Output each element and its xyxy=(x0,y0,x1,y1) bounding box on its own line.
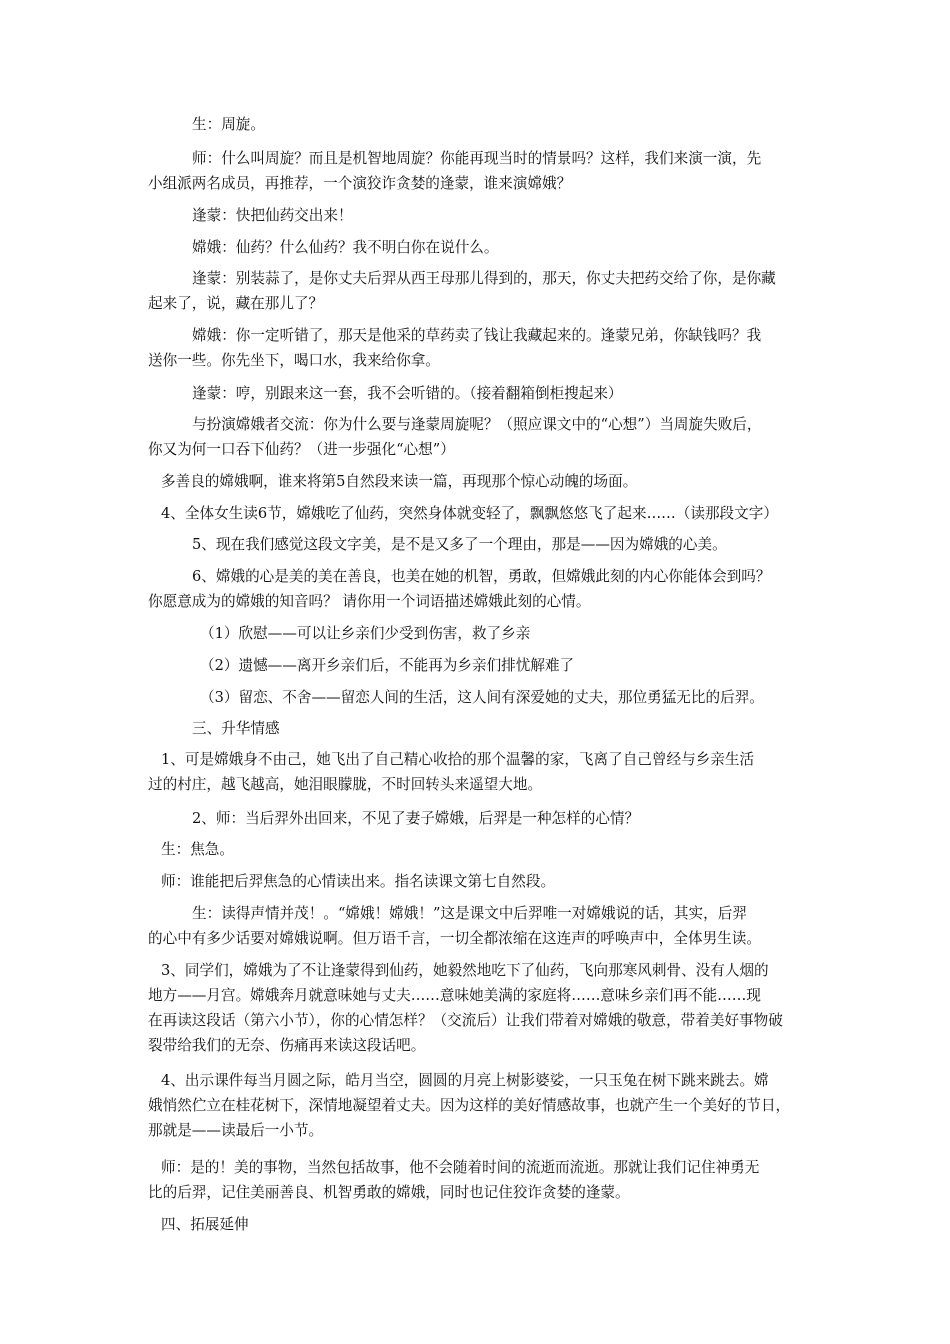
text-line: 师：是的！美的事物，当然包括故事，他不会随着时间的流逝而流逝。那就让我们记住神勇无 xyxy=(161,1159,760,1176)
paragraph xyxy=(148,412,832,462)
text-line: 送你一些。你先坐下，喝口水，我来给你拿。 xyxy=(148,352,440,369)
text-line: 比的后羿，记住美丽善良、机智勇敢的嫦娥，同时也记住狡诈贪婪的逢蒙。 xyxy=(148,1184,630,1201)
text-line: 4、全体女生读6节，嫦娥吃了仙药，突然身体就变轻了，飘飘悠悠飞了起来……（读那段文字） xyxy=(161,505,778,522)
text-line: 起来了，说，藏在那儿了？ xyxy=(148,295,324,312)
section-heading xyxy=(148,1212,832,1237)
text-line: （1）欣慰——可以让乡亲们少受到伤害，救了乡亲 xyxy=(200,625,531,642)
text-line: 的心中有多少话要对嫦娥说啊。但万语千言，一切全都浓缩在这连声的呼唤声中，全体男生读。 xyxy=(148,930,761,947)
text-line: 你又为何一口吞下仙药？（进一步强化“心想”） xyxy=(148,441,455,458)
text-line: 4、出示课件每当月圆之际，皓月当空，圆圆的月亮上树影婆娑，一只玉兔在树下跳来跳去。嫦 xyxy=(161,1072,769,1089)
text-line: 那就是——读最后一小节。 xyxy=(148,1122,324,1139)
paragraph xyxy=(148,901,832,951)
paragraph xyxy=(148,323,832,373)
paragraph xyxy=(148,532,832,557)
paragraph xyxy=(148,1155,832,1205)
text-line: 嫦娥：仙药？什么仙药？我不明白你在说什么。 xyxy=(192,239,499,256)
paragraph xyxy=(148,747,832,797)
paragraph xyxy=(148,806,832,831)
paragraph xyxy=(148,869,832,894)
text-line: 与扮演嫦娥者交流：你为什么要与逢蒙周旋呢？（照应课文中的“心想”）当周旋失败后， xyxy=(192,416,762,433)
text-line: 逢蒙：快把仙药交出来！ xyxy=(192,207,353,224)
text-line: 多善良的嫦娥啊，谁来将第5自然段来读一篇，再现那个惊心动魄的场面。 xyxy=(161,473,638,490)
paragraph xyxy=(148,381,832,406)
text-line: 生：读得声情并茂！。“嫦娥！嫦娥！”这是课文中后羿唯一对嫦娥说的话，其实，后羿 xyxy=(192,905,747,922)
paragraph xyxy=(148,621,832,646)
text-line: 裂带给我们的无奈、伤痛再来读这段话吧。 xyxy=(148,1037,426,1054)
paragraph xyxy=(148,203,832,228)
text-line: （3）留恋、不舍——留恋人间的生活，这人间有深爱她的丈夫，那位勇猛无比的后羿。 xyxy=(200,689,764,706)
text-line: （2）遗憾——离开乡亲们后，不能再为乡亲们排忧解难了 xyxy=(200,657,575,674)
paragraph xyxy=(148,501,832,526)
text-line: 生：焦急。 xyxy=(161,841,234,858)
paragraph xyxy=(148,469,832,494)
text-line: 小组派两名成员，再推荐，一个演狡诈贪婪的逢蒙，谁来演嫦娥？ xyxy=(148,175,572,192)
text-line: 嫦娥：你一定听错了，那天是他采的草药卖了钱让我藏起来的。逢蒙兄弟，你缺钱吗？我 xyxy=(192,327,762,344)
text-line: 逢蒙：别装蒜了，是你丈夫后羿从西王母那儿得到的，那天，你丈夫把药交给了你，是你藏 xyxy=(192,270,776,287)
text-line: 2、师：当后羿外出回来，不见了妻子嫦娥，后羿是一种怎样的心情？ xyxy=(192,810,640,827)
text-line: 三、升华情感 xyxy=(192,720,280,737)
paragraph xyxy=(148,685,832,710)
text-line: 你愿意成为的嫦娥的知音吗？ 请你用一个词语描述嫦娥此刻的心情。 xyxy=(148,593,591,610)
text-line: 地方——月宫。嫦娥奔月就意味她与丈夫……意味她美满的家庭将……意味乡亲们再不能……现 xyxy=(148,987,761,1004)
paragraph xyxy=(148,837,832,862)
section-heading xyxy=(148,716,832,741)
text-line: 四、拓展延伸 xyxy=(161,1216,249,1233)
paragraph xyxy=(148,1068,832,1143)
text-line: 在再读这段话（第六小节），你的心情怎样？（交流后）让我们带着对嫦娥的敬意，带着美好事物破 xyxy=(148,1012,783,1029)
paragraph xyxy=(148,266,832,316)
paragraph xyxy=(148,112,832,137)
paragraph xyxy=(148,958,832,1058)
text-line: 娥悄然伫立在桂花树下，深情地凝望着丈夫。因为这样的美好情感故事，也就产生一个美好的节日， xyxy=(148,1097,791,1114)
text-line: 逢蒙：哼，别跟来这一套，我不会听错的。（接着翻箱倒柜搜起来） xyxy=(192,385,623,402)
paragraph xyxy=(148,564,832,614)
paragraph xyxy=(148,235,832,260)
text-line: 师：什么叫周旋？而且是机智地周旋？你能再现当时的情景吗？这样，我们来演一演，先 xyxy=(192,150,762,167)
text-line: 1、可是嫦娥身不由己，她飞出了自己精心收拾的那个温馨的家，飞离了自己曾经与乡亲生活 xyxy=(161,751,755,768)
text-line: 生：周旋。 xyxy=(192,116,265,133)
paragraph xyxy=(148,653,832,678)
text-line: 6、嫦娥的心是美的美在善良，也美在她的机智，勇敢，但嫦娥此刻的内心你能体会到吗？ xyxy=(192,568,771,585)
text-line: 师：谁能把后羿焦急的心情读出来。指名读课文第七自然段。 xyxy=(161,873,556,890)
text-line: 3、同学们，嫦娥为了不让逢蒙得到仙药，她毅然地吃下了仙药，飞向那寒风刺骨、没有人烟的 xyxy=(161,962,769,979)
text-line: 过的村庄，越飞越高，她泪眼朦胧，不时回转头来遥望大地。 xyxy=(148,776,543,793)
paragraph xyxy=(148,146,832,196)
text-line: 5、现在我们感觉这段文字美，是不是又多了一个理由，那是——因为嫦娥的心美。 xyxy=(192,536,727,553)
